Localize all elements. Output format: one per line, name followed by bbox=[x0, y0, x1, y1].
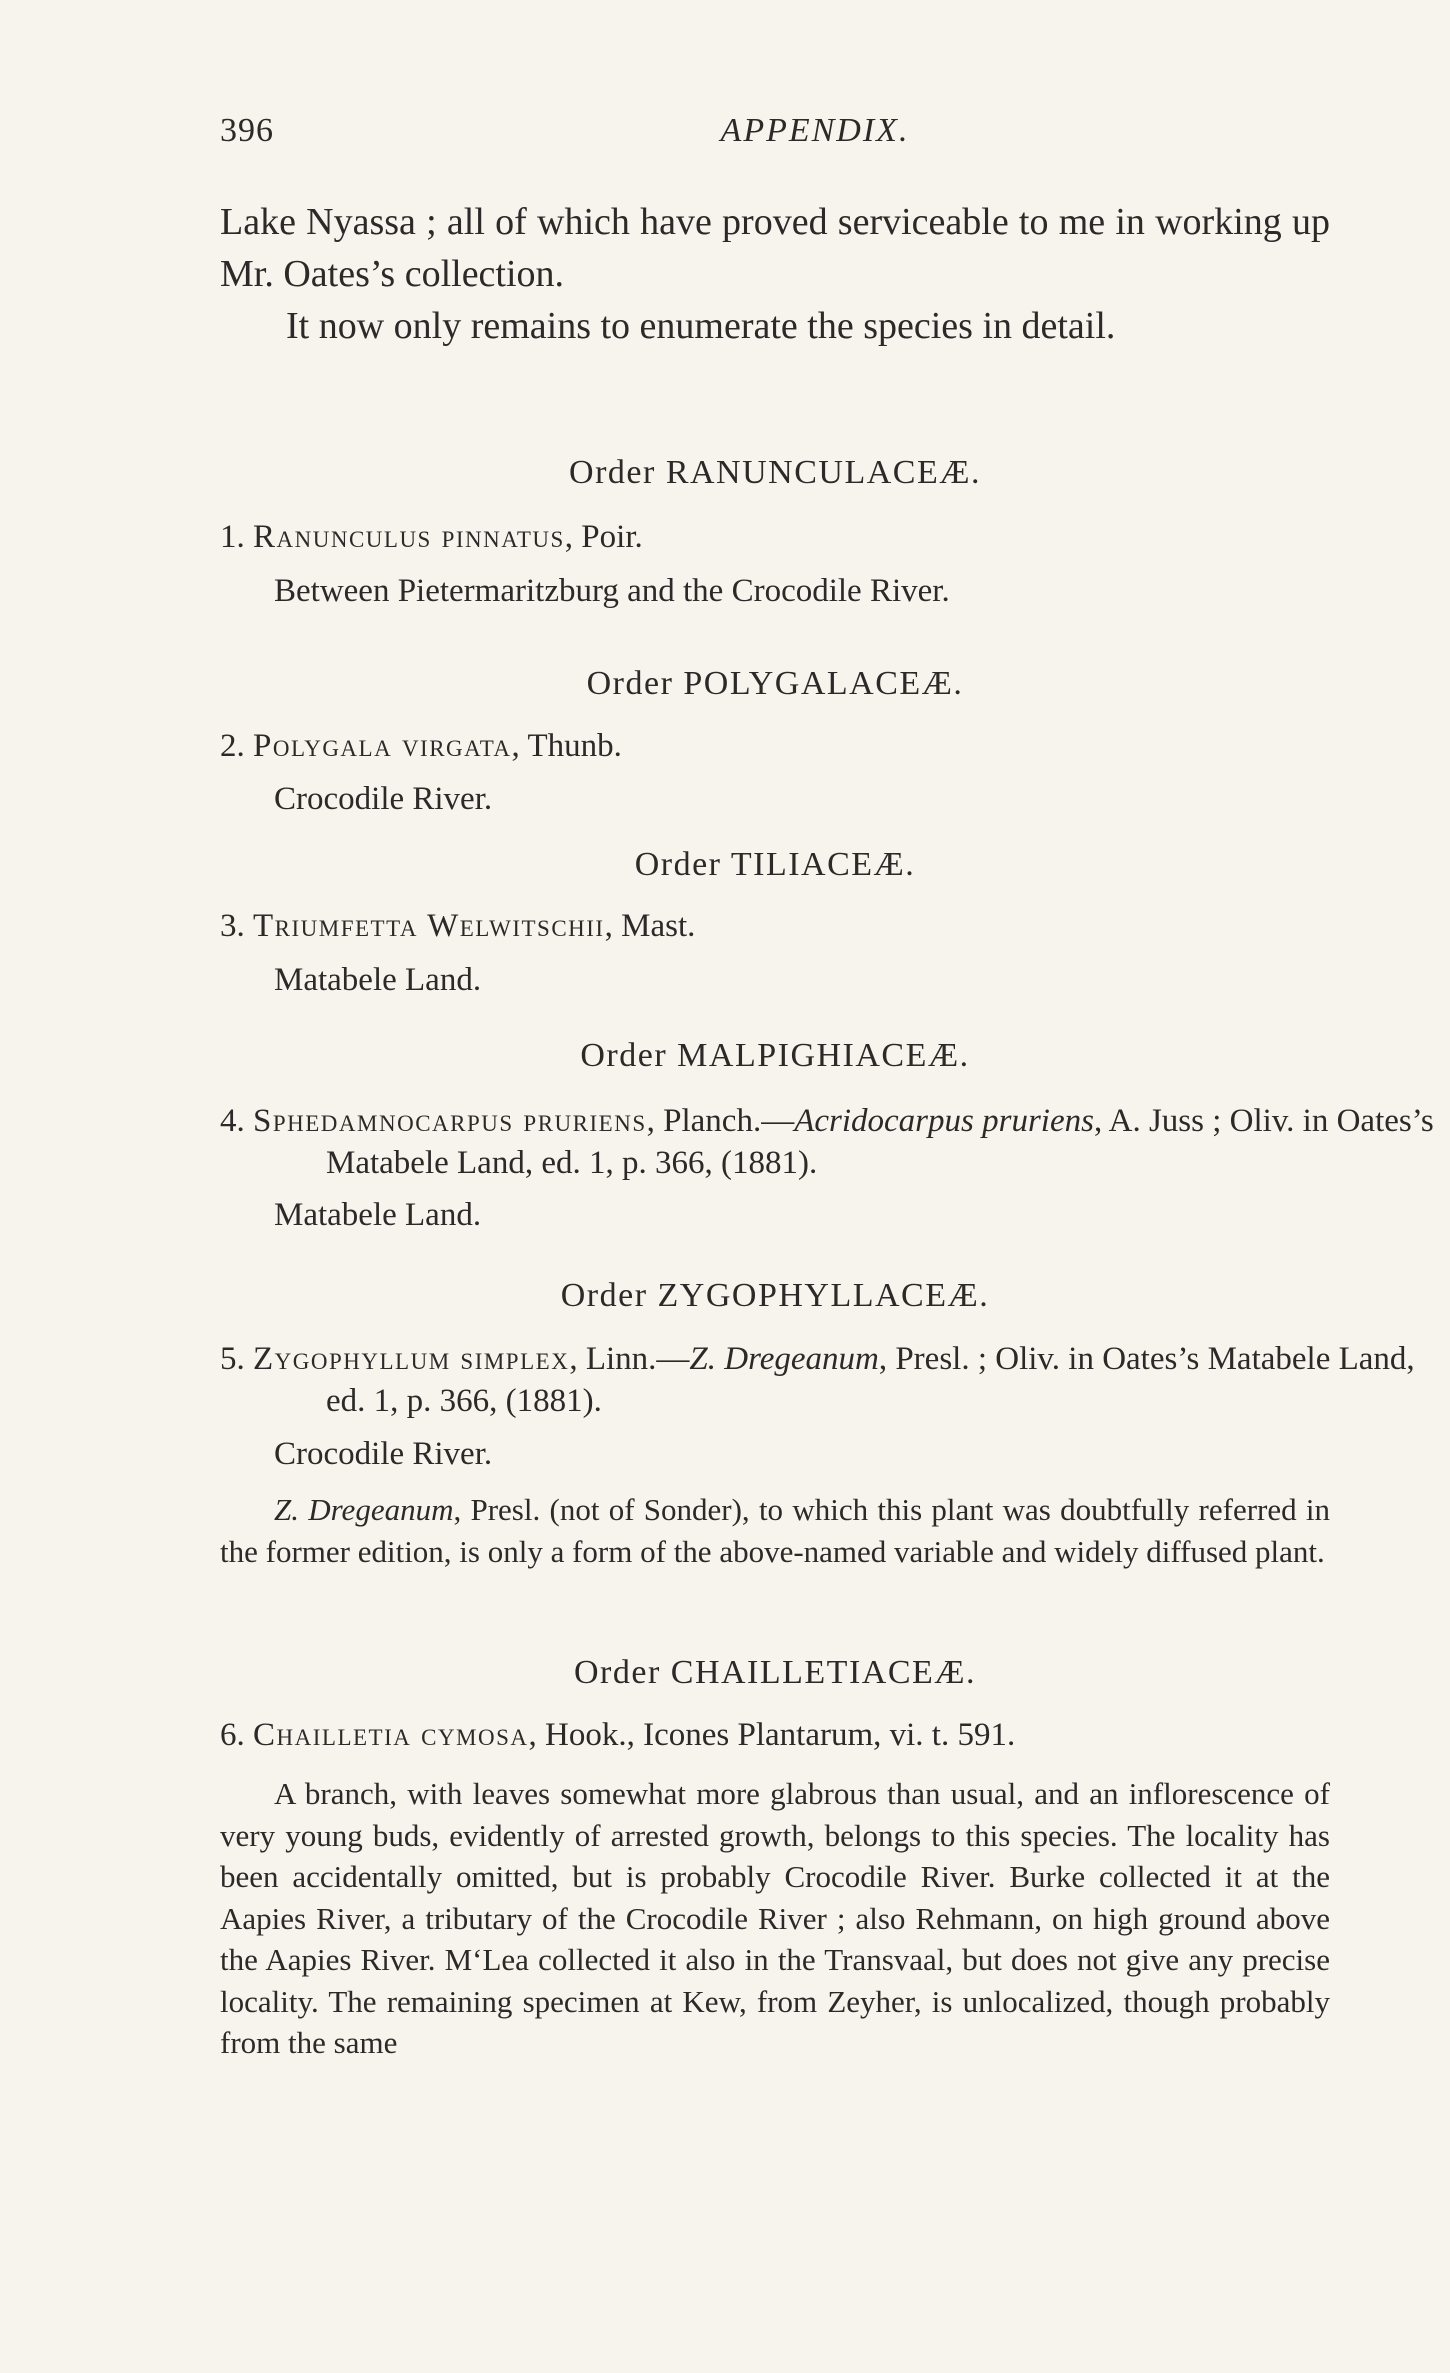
reference: , A. Juss ; Oliv. in Oates’s Matabele Land, ed. 1, p. 366, (1881). bbox=[326, 1103, 1434, 1181]
reference: , Presl. ; Oliv. in Oates’s Matabele Land, ed. 1, p. 366, (1881). bbox=[326, 1341, 1415, 1419]
order-heading-chailletiaceae: Order CHAILLETIACEÆ. bbox=[573, 1654, 977, 1691]
species-name: Sphedamnocarpus pruriens bbox=[253, 1103, 647, 1139]
entry-number: 5. bbox=[220, 1341, 245, 1377]
locality-1: Between Pietermaritzburg and the Crocodile River. bbox=[274, 573, 950, 609]
species-entry-4 bbox=[220, 1100, 1436, 1184]
locality-2: Crocodile River. bbox=[274, 781, 493, 817]
page-number: 396 bbox=[220, 112, 274, 149]
order-heading-zygophyllaceae: Order ZYGOPHYLLACEÆ. bbox=[560, 1277, 990, 1314]
species-name: Triumfetta Welwitschii bbox=[253, 908, 605, 944]
order-heading-ranunculaceae: Order RANUNCULACEÆ. bbox=[569, 454, 981, 491]
locality-3: Matabele Land. bbox=[274, 962, 482, 998]
locality-5: Crocodile River. bbox=[274, 1436, 493, 1472]
entry-number: 1. bbox=[220, 519, 245, 555]
synonym: Acridocarpus pruriens bbox=[794, 1103, 1094, 1139]
species-entry-3 bbox=[220, 905, 1330, 947]
intro-paragraph-1: Lake Nyassa ; all of which have proved serviceable to me in working up Mr. Oates’s collection. bbox=[220, 201, 1330, 295]
species-name: Chailletia cymosa bbox=[253, 1717, 529, 1753]
synonym: Z. Dregeanum bbox=[689, 1341, 879, 1377]
note-species-name: Z. Dregeanum bbox=[274, 1492, 454, 1527]
species-name: Polygala virgata bbox=[253, 728, 512, 764]
entry-number: 2. bbox=[220, 728, 245, 764]
species-entry-5 bbox=[220, 1338, 1436, 1422]
intro-paragraph-2: It now only remains to enumerate the species in detail. bbox=[286, 305, 1116, 347]
order-heading-malpighiaceae: Order MALPIGHIACEÆ. bbox=[580, 1037, 970, 1074]
page-header bbox=[220, 112, 1330, 162]
species-authority: , Linn.— bbox=[569, 1341, 690, 1377]
species-name: Zygophyllum simplex bbox=[253, 1341, 570, 1377]
entry-number: 3. bbox=[220, 908, 245, 944]
species-authority: , Thunb. bbox=[511, 728, 622, 764]
note-text: , Presl. (not of Sonder), to which this plant was doubtfully referred in the former edition, is only a form of the above-named variable and widely diffused plant. bbox=[220, 1492, 1330, 1569]
running-head: APPENDIX. bbox=[720, 112, 910, 149]
locality-4: Matabele Land. bbox=[274, 1197, 482, 1233]
entry-number: 4. bbox=[220, 1103, 245, 1139]
note-6: A branch, with leaves somewhat more glabrous than usual, and an inflorescence of very young buds, evidently of arrested growth, belongs to this species. The locality has been accidentally omitted, but is probably Crocodile River. Burke collected it at the Aapies River, a tributary of the Crocodile River ; also Rehmann, on high ground above the Aapies River. M‘Lea collected it also in the Transvaal, but does not give any precise locality. The remaining specimen at Kew, from Zeyher, is unlocalized, though probably from the same bbox=[220, 1776, 1330, 2060]
order-heading-tiliaceae: Order TILIACEÆ. bbox=[634, 846, 916, 883]
order-heading-polygalaceae: Order POLYGALACEÆ. bbox=[586, 665, 964, 702]
species-authority: , Poir. bbox=[564, 519, 643, 555]
species-authority: , Mast. bbox=[604, 908, 696, 944]
species-entry-1 bbox=[220, 516, 1330, 558]
species-authority: , Planch.— bbox=[646, 1103, 795, 1139]
species-entry-6 bbox=[220, 1714, 1330, 1756]
species-authority: , Hook., Icones Plantarum, vi. t. 591. bbox=[528, 1717, 1016, 1753]
note-5 bbox=[220, 1489, 1330, 1572]
species-entry-2 bbox=[220, 725, 1330, 767]
intro-text bbox=[220, 196, 1330, 352]
species-name: Ranunculus pinnatus bbox=[253, 519, 565, 555]
entry-number: 6. bbox=[220, 1717, 245, 1753]
